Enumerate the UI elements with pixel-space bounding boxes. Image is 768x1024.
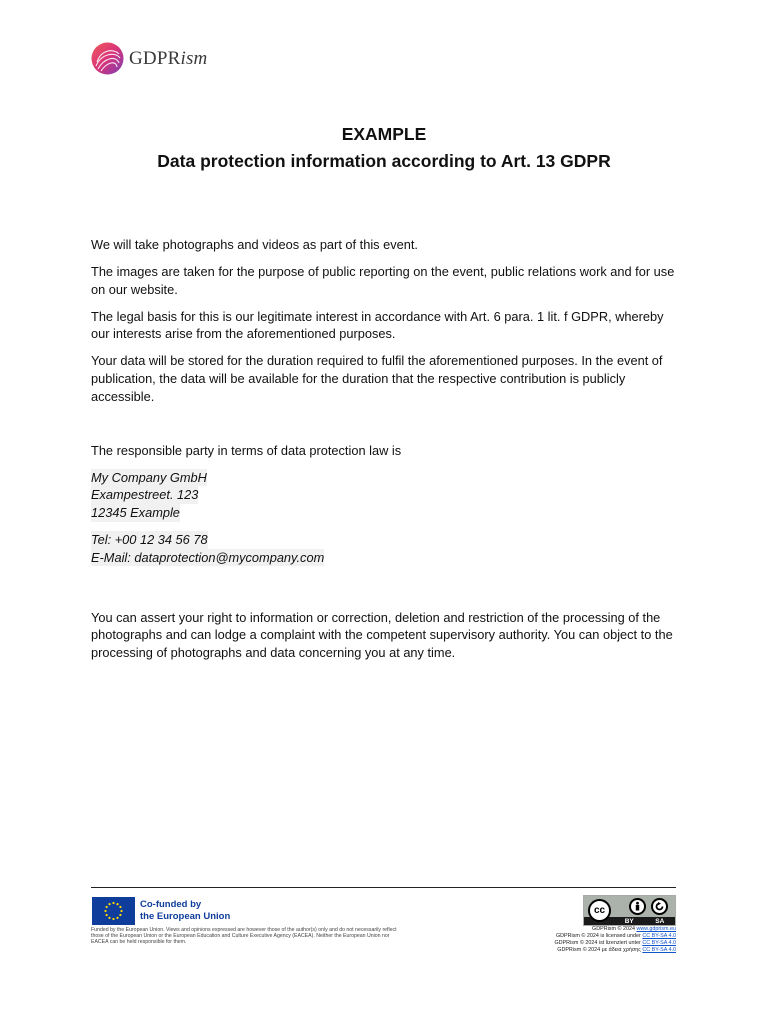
- logo-wordmark: GDPRism: [129, 47, 208, 69]
- share-alike-icon: [651, 898, 668, 915]
- document-title: [0, 121, 768, 175]
- cc-icon: cc: [588, 899, 611, 922]
- eu-disclaimer: Funded by the European Union. Views and opinions expressed are however those of the author(s) only and do not necessarily reflect those of the European Union or the European Education and Culture Executive Agency (EACEA). Neither the European Union nor EACEA can be held responsible for them.: [91, 927, 397, 946]
- company-address: [91, 469, 679, 522]
- responsible-party-intro: The responsible party in terms of data protection law is: [91, 442, 402, 458]
- company-name: My Company GmbH: [91, 469, 207, 485]
- eu-cofunded-label: Co-funded by the European Union: [140, 899, 231, 922]
- title-line-example: EXAMPLE: [341, 124, 427, 144]
- paragraph-photos: We will take photographs and videos as part of this event.: [91, 237, 418, 252]
- paragraph-purpose: The images are taken for the purpose of public reporting on the event, public relations work and for use on our website.: [91, 264, 675, 297]
- gdprism-logo-icon: [91, 42, 124, 75]
- license-notice: [554, 926, 676, 954]
- cc-label-by: BY: [624, 918, 634, 925]
- website-link[interactable]: www.gdprism.eu: [636, 926, 676, 932]
- attribution-icon: [629, 898, 646, 915]
- eu-flag-icon: [92, 897, 135, 925]
- license-line: GDPRism © 2024 is licensed under CC BY-SA 4.0: [555, 933, 676, 939]
- license-line: GDPRism © 2024 ist lizenziert unter CC BY-SA 4.0: [554, 940, 676, 946]
- license-line: GDPRism © 2024 με άδεια χρήσης CC BY-SA 4.0: [557, 947, 676, 953]
- company-city: 12345 Example: [91, 505, 180, 521]
- license-link[interactable]: CC BY-SA 4.0: [642, 947, 676, 953]
- footer-divider: [91, 887, 676, 888]
- paragraph-rights: You can assert your right to information or correction, deletion and restriction of the processing of the photographs and can lodge a complaint with the competent supervisory authority. You can object to the processing of photographs and data concerning you at any time.: [91, 609, 673, 660]
- company-email: E-Mail: dataprotection@mycompany.com: [91, 549, 325, 565]
- paragraph-storage: Your data will be stored for the duration required to fulfil the aforementioned purposes. In the event of publication, the data will be available for the duration that the respective contribution is publicly accessible.: [91, 353, 663, 404]
- license-link[interactable]: CC BY-SA 4.0: [642, 940, 676, 946]
- company-phone: Tel: +00 12 34 56 78: [91, 532, 208, 548]
- gdprism-logo: [91, 42, 207, 75]
- title-line-heading: Data protection information according to Art. 13 GDPR: [157, 151, 611, 171]
- company-contact: [91, 531, 679, 566]
- cc-by-sa-badge: [583, 895, 676, 926]
- document-body: [91, 236, 679, 671]
- paragraph-legal-basis: The legal basis for this is our legitimate interest in accordance with Art. 6 para. 1 lit. f GDPR, whereby our interests arise from the aforementioned purposes.: [91, 308, 664, 342]
- company-street: Exampestreet. 123: [91, 487, 199, 503]
- license-line: GDPRism © 2024 www.gdprism.eu: [592, 926, 676, 932]
- license-link[interactable]: CC BY-SA 4.0: [642, 933, 676, 939]
- cc-label-sa: SA: [655, 918, 665, 925]
